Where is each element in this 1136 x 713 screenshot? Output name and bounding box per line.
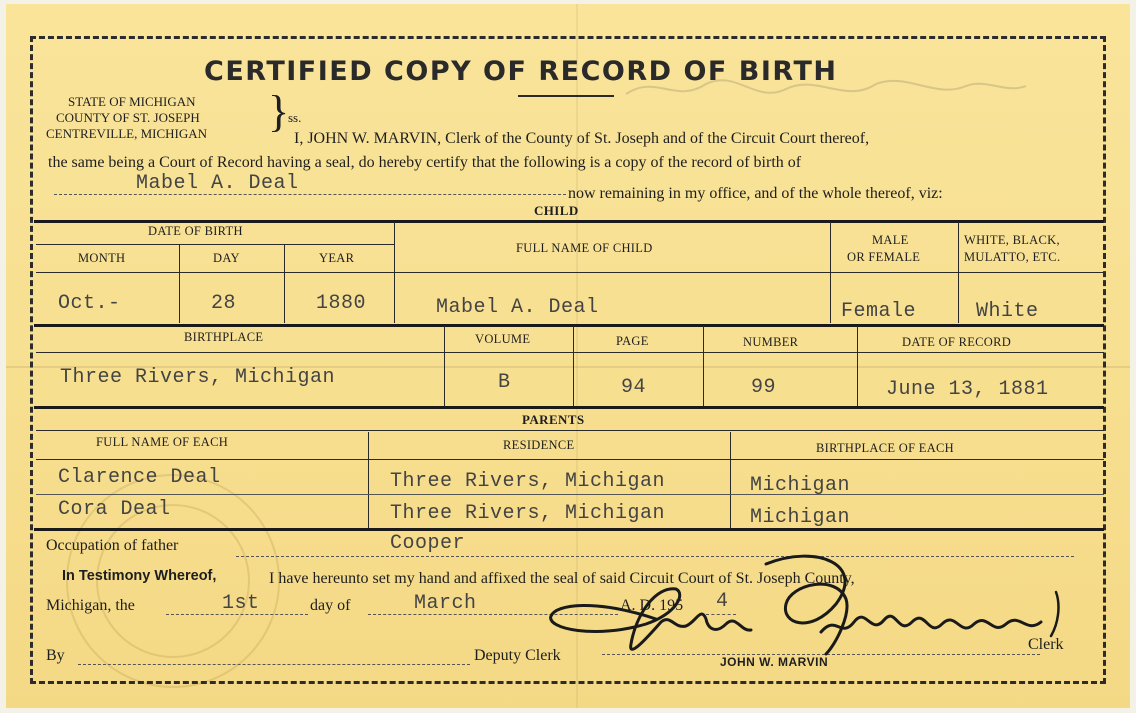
vline-month-day [179, 245, 180, 323]
intro-line-2: the same being a Court of Record having a seal, do hereby certify that the following is a copy of the record of birth of [48, 154, 802, 171]
date-of-birth-label: DATE OF BIRTH [148, 224, 243, 238]
parents-label-rule [36, 430, 1104, 431]
stamp-scribble [616, 64, 1036, 124]
day-label: DAY [213, 251, 240, 265]
vline-birthplace-volume [444, 326, 445, 406]
year-label: YEAR [319, 251, 355, 265]
birth-day: 28 [211, 292, 237, 315]
birthplace-value: Three Rivers, Michigan [60, 366, 336, 389]
month-label: MONTH [78, 251, 126, 265]
number-label: NUMBER [743, 335, 799, 349]
occupation-value: Cooper [390, 532, 466, 555]
clerk-label: Clerk [1028, 636, 1064, 653]
record-top-rule [34, 324, 1104, 327]
date-of-record-value: June 13, 1881 [886, 378, 1049, 401]
vline-day-year [284, 245, 285, 323]
parent-birthplace-label: BIRTHPLACE OF EACH [816, 441, 954, 455]
vline-parent-residence-birthplace [730, 432, 731, 528]
parents-top-rule [34, 406, 1104, 409]
volume-value: B [498, 371, 511, 394]
child-full-name: Mabel A. Deal [436, 296, 599, 319]
deputy-clerk-label: Deputy Clerk [474, 647, 561, 664]
clerk-signature [536, 544, 1096, 674]
ss-label: ss. [288, 110, 302, 125]
year-digit: 4 [716, 590, 729, 613]
volume-label: VOLUME [475, 332, 531, 346]
testimony-text: I have hereunto set my hand and affixed the seal of said Circuit Court of St. Joseph County, [269, 570, 855, 587]
parent-row-rule [36, 494, 1104, 495]
child-sex: Female [841, 300, 917, 323]
occupation-label: Occupation of father [46, 537, 179, 554]
intro-line-3: now remaining in my office, and of the whole thereof, viz: [568, 185, 943, 202]
vline-number-date [857, 326, 858, 406]
michigan-the: Michigan, the [46, 597, 135, 614]
vline-sex-race [958, 222, 959, 323]
birth-month: Oct.- [58, 292, 121, 315]
parents-header-rule [36, 459, 1104, 460]
mother-birthplace: Michigan [750, 506, 851, 529]
father-birthplace: Michigan [750, 474, 851, 497]
vline-page-number [703, 326, 704, 406]
certificate-title: CERTIFIED COPY OF RECORD OF BIRTH [204, 56, 838, 87]
child-section-label: CHILD [534, 203, 579, 218]
mother-residence: Three Rivers, Michigan [390, 502, 666, 525]
deputy-line [78, 664, 470, 665]
testimony-day: 1st [222, 592, 260, 615]
record-header-rule [36, 352, 1104, 353]
clerk-name: JOHN W. MARVIN [720, 655, 829, 669]
birth-year: 1880 [316, 292, 367, 315]
subject-name: Mabel A. Deal [136, 172, 299, 195]
title-underline [518, 95, 614, 97]
race-label-1: WHITE, BLACK, [964, 233, 1060, 247]
number-value: 99 [751, 376, 777, 399]
by-label: By [46, 647, 65, 664]
sex-label-2: OR FEMALE [847, 250, 921, 264]
vline-name-sex [830, 222, 831, 323]
birthplace-label: BIRTHPLACE [184, 330, 264, 344]
mother-name: Cora Deal [58, 498, 171, 521]
brace: } [268, 87, 290, 136]
child-header-rule [36, 272, 1104, 273]
subject-name-line [54, 194, 566, 195]
vline-parent-name-residence [368, 432, 369, 528]
sex-label-1: MALE [872, 233, 909, 247]
child-top-rule [34, 220, 1104, 223]
parent-residence-label: RESIDENCE [503, 438, 575, 452]
jurisdiction-state: STATE OF MICHIGAN [68, 94, 196, 109]
parents-section-label: PARENTS [522, 412, 585, 427]
parent-full-name-label: FULL NAME OF EACH [96, 435, 229, 449]
page-value: 94 [621, 376, 647, 399]
jurisdiction-county: COUNTY OF ST. JOSEPH [56, 110, 200, 125]
day-of-label: day of [310, 597, 351, 614]
parents-bottom-rule [34, 528, 1104, 531]
ad-label: A. D. 195 [620, 597, 684, 614]
page-label: PAGE [616, 334, 649, 348]
father-residence: Three Rivers, Michigan [390, 470, 666, 493]
father-name: Clarence Deal [58, 466, 221, 489]
child-race: White [976, 300, 1039, 323]
full-name-child-label: FULL NAME OF CHILD [516, 241, 653, 255]
intro-line-1: I, JOHN W. MARVIN, Clerk of the County of St. Joseph and of the Circuit Court thereof, [294, 130, 870, 147]
testimony-bold: In Testimony Whereof, [62, 568, 217, 584]
date-of-record-label: DATE OF RECORD [902, 335, 1012, 349]
race-label-2: MULATTO, ETC. [964, 250, 1061, 264]
certificate-paper [6, 4, 1130, 708]
jurisdiction-city: CENTREVILLE, MICHIGAN [46, 126, 208, 141]
vline-volume-page [573, 326, 574, 406]
dob-rule [36, 244, 394, 245]
testimony-month: March [414, 592, 477, 615]
vline-year-name [394, 222, 395, 323]
